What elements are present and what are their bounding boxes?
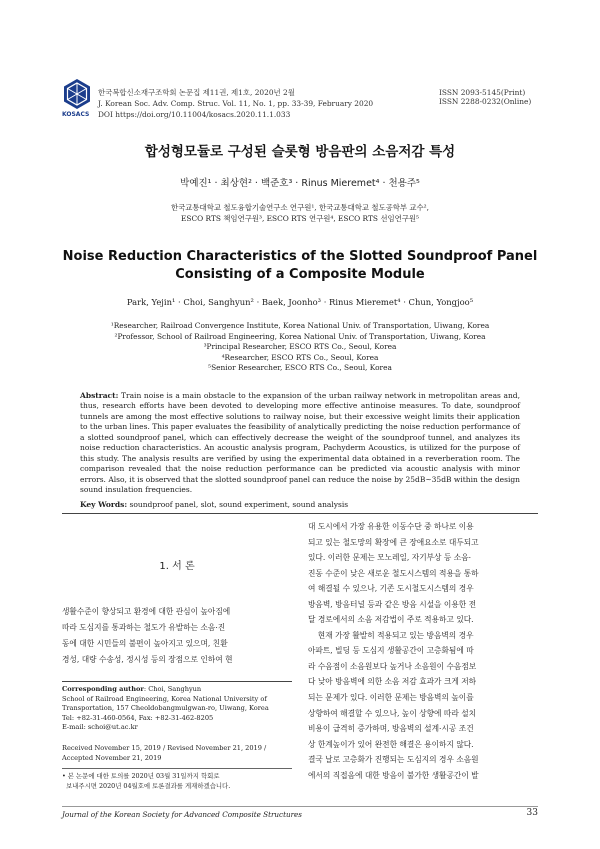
body-line: 있다. 이러한 문제는 모노레일, 자기부상 등 소음· (308, 553, 472, 563)
intro-line: 따라 도심지를 통과하는 철도가 유발하는 소음·진 (62, 623, 226, 632)
corresponding-line: School of Railroad Engineering, Korea National University of (62, 694, 267, 703)
affiliations-en (0, 321, 600, 374)
abstract-label: Abstract: (80, 391, 119, 400)
hexagon-logo-icon (62, 78, 92, 110)
body-line: 진동 수준이 낮은 새로운 철도시스템의 적용을 통하 (308, 568, 479, 578)
received-line: Accepted November 21, 2019 (62, 754, 162, 762)
received-dates (62, 743, 302, 763)
corresponding-line: Tel: +82-31-460-0564, Fax: +82-31-462-8205 (62, 713, 214, 722)
affiliation-en-line: ³Principal Researcher, ESCO RTS Co., Seoul, Korea (203, 342, 397, 351)
affiliation-en-line: ⁴Researcher, ESCO RTS Co., Seoul, Korea (221, 352, 379, 362)
affiliation-en-line: ⁵Senior Researcher, ESCO RTS Co., Seoul, Korea (208, 363, 392, 372)
intro-paragraph (62, 604, 292, 668)
issn-print: ISSN 2093-5145(Print) (439, 88, 526, 97)
body-line: 에서의 직접음에 대한 방음이 불가한 생활공간이 발 (308, 770, 479, 780)
journal-ko: 한국복합신소재구조학회 논문집 제11권, 제1호, 2020년 2월 (98, 88, 295, 97)
divider (62, 513, 538, 514)
body-line: 결국 날로 고층화가 진행되는 도심지의 경우 소음원 (308, 755, 479, 765)
body-line: 비용이 급격히 증가하며, 방음벽의 설계·시공 조건 (308, 724, 474, 734)
right-column-text (308, 519, 538, 783)
affiliation-en-line: ¹Researcher, Railroad Convergence Institute, Korea National Univ. of Transportation, Uiwang, Korea (110, 321, 490, 330)
body-line: 다 낮아 방음벽에 의한 소음 저감 효과가 크게 저하 (308, 677, 477, 687)
body-line: 방음벽, 방음터널 등과 같은 방음 시설을 이용한 전 (308, 599, 477, 609)
authors-ko: 박예진¹ · 최상현² · 백준호³ · Rinus Mieremet⁴ · 천용주⁵ (180, 178, 420, 189)
abstract-text: Train noise is a main obstacle to the expansion of the urban railway network in metropolitan areas and, thus, research efforts have been devoted to developing more effective antinoise measures. To date, soundproof tunnels are among the most effective solutions to railway noise, but their excessive weight limits their application to the urban lines. This paper evaluates the feasibility of analytically predicting the noise reduction performance of a slotted soundproof panel, which can effectively decrease the weight of the soundproof tunnel, and analyzes its noise reduction characteristics. An acoustic analysis program, Pachyderm Acoustics, is utilized for the purpose of this study. The analysis results are verified by using the experimental data obtained in a reverberation room. The comparison revealed that the noise reduction performance can be predicted via acoustic analysis with minor errors. Also, it is observed that the slotted soundproof panel can reduce the noise by 25dB~35dB within the design sound insulation frequencies. (80, 391, 520, 495)
keywords (80, 500, 520, 509)
note-line: • 본 논문에 대한 토의를 2020년 03월 31일까지 학회로 (62, 772, 220, 780)
body-line: 상향하여 해결할 수 있으나, 높이 상향에 따라 설치 (308, 708, 477, 718)
body-line: 현재 가장 활발히 적용되고 있는 방음벽의 경우 (308, 630, 474, 640)
corresponding-label: Corresponding author (62, 685, 144, 693)
journal-en: J. Korean Soc. Adv. Comp. Struc. Vol. 11, No. 1, pp. 33-39, February 2020 (98, 99, 374, 108)
footer-divider (62, 806, 538, 807)
note-line: 보내주시면 2020년 04월호에 토론결과를 게재하겠습니다. (62, 781, 231, 790)
title-ko: 합성형모듈로 구성된 슬롯형 방음판의 소음저감 특성 (144, 144, 456, 160)
intro-line: 생활수준이 향상되고 환경에 대한 관심이 높아짐에 (62, 607, 231, 616)
doi-link[interactable]: DOI https://doi.org/10.11004/kosacs.2020.11.1.033 (98, 110, 291, 119)
footer-journal: Journal of the Korean Society for Advanced Composite Structures (62, 810, 302, 819)
affiliation-en-line: ²Professor, School of Railroad Engineering, Korea National Univ. of Transportation, Uiwang, Korea (114, 331, 486, 341)
title-en-line: Noise Reduction Characteristics of the Slotted Soundproof Panel (62, 249, 538, 264)
corresponding-author (62, 685, 300, 733)
body-line: 되고 있는 철도망의 확장에 큰 장애요소로 대두되고 (308, 537, 479, 547)
affiliations-ko (0, 202, 600, 224)
received-line: Received November 15, 2019 / Revised November 21, 2019 / (62, 744, 267, 752)
body-line: 여 해결될 수 있으나, 기존 도시철도시스템의 경우 (308, 584, 474, 594)
section-title: 1. 서 론 (159, 561, 195, 572)
corresponding-email[interactable]: E-mail: schoi@ut.ac.kr (62, 723, 138, 732)
intro-line: 동에 대한 시민들의 불편이 높아지고 있으며, 친환 (62, 639, 228, 648)
affiliation-ko-line: ESCO RTS 책임연구원³, ESCO RTS 연구원⁴, ESCO RTS 선임연구원⁵ (181, 214, 419, 223)
discussion-note (62, 772, 300, 791)
body-line: 라 수음점이 소음원보다 높거나 소음원이 수음점보 (308, 661, 477, 671)
divider (62, 681, 292, 682)
body-line: 달 경로에서의 소음 저감법이 주로 적용하고 있다. (308, 615, 474, 625)
keywords-text: soundproof panel, slot, sound experiment, sound analysis (129, 500, 349, 509)
page-number: 33 (526, 808, 538, 818)
title-en-line: Consisting of a Composite Module (175, 267, 425, 282)
abstract (80, 391, 520, 496)
logo-text: KOSACS (62, 111, 90, 118)
corresponding-name: : Choi, Sanghyun (143, 685, 202, 693)
issn-online: ISSN 2288-0232(Online) (439, 97, 532, 106)
keywords-label: Key Words: (80, 500, 128, 509)
body-line: 상 한계높이가 있어 완전한 해결은 용이하지 않다. (308, 739, 474, 749)
intro-line: 경성, 대량 수송성, 정시성 등의 장점으로 인하여 현 (62, 655, 233, 664)
body-line: 되는 문제가 있다. 이러한 문제는 방음벽의 높이를 (308, 693, 474, 703)
kosacs-logo (62, 78, 92, 114)
title-en (0, 248, 600, 284)
affiliation-ko-line: 한국교통대학교 철도융합기술연구소 연구원¹, 한국교통대학교 철도공학부 교수², (171, 203, 429, 212)
body-line: 아파트, 빌딩 등 도심지 생활공간이 고층화됨에 따 (308, 646, 474, 656)
authors-en: Park, Yejin¹ · Choi, Sanghyun² · Baek, Joonho³ · Rinus Mieremet⁴ · Chun, Yongjoo⁵ (126, 297, 474, 307)
body-line: 대 도시에서 가장 유용한 이동수단 중 하나로 이용 (308, 522, 474, 531)
divider (62, 768, 292, 769)
corresponding-line: Transportation, 157 Cheoldobangmulgwan-ro, Uiwang, Korea (62, 704, 269, 713)
